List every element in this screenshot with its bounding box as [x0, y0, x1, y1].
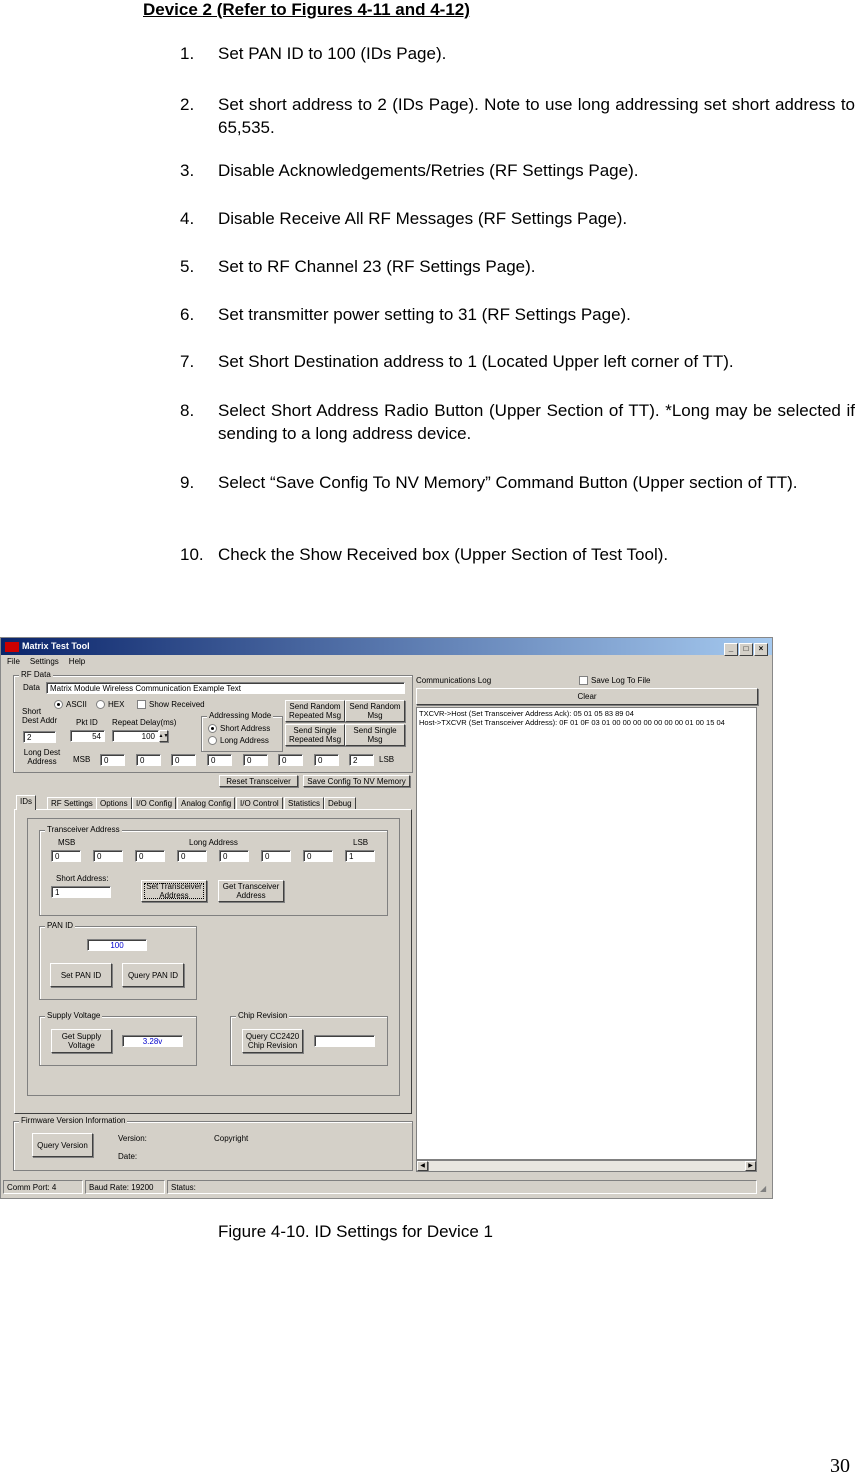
ascii-radio[interactable] [54, 700, 87, 709]
tab-analog-config[interactable]: Analog Config [177, 797, 235, 810]
step-text: Check the Show Received box (Upper Section of Test Tool). [218, 545, 669, 564]
log-line: Host->TXCVR (Set Transceiver Address): 0F 01 0F 03 01 00 00 00 00 00 00 00 01 00 15 04 [419, 718, 725, 727]
send-single-button[interactable]: Send Single Msg [345, 724, 405, 746]
scroll-left-icon[interactable]: ◀ [417, 1161, 428, 1171]
maximize-icon[interactable]: □ [739, 643, 753, 656]
step-number: 3. [180, 161, 195, 180]
long-dest-byte-input[interactable]: 0 [243, 754, 268, 766]
step-number: 2. [180, 95, 195, 114]
tab-debug[interactable]: Debug [324, 797, 356, 810]
menu-settings[interactable]: Settings [29, 657, 59, 666]
show-received-label: Show Received [149, 700, 205, 709]
group-label: Supply Voltage [47, 1011, 101, 1020]
status-baud-rate: Baud Rate: 19200 [85, 1180, 165, 1194]
set-pan-id-button[interactable]: Set PAN ID [50, 963, 112, 987]
step-text: Set PAN ID to 100 (IDs Page). [218, 44, 447, 63]
short-dest-label: Short Dest Addr [22, 707, 58, 725]
step-number: 4. [180, 209, 195, 228]
status-text: Status: [167, 1180, 757, 1194]
hex-label: HEX [108, 700, 125, 709]
step-text: Disable Receive All RF Messages (RF Settings Page). [218, 209, 628, 228]
communications-log-label: Communications Log [416, 676, 492, 685]
ascii-label: ASCII [66, 700, 87, 709]
save-config-button[interactable]: Save Config To NV Memory [303, 775, 410, 787]
repeat-delay-input[interactable]: 100 [112, 730, 159, 742]
send-single-repeated-button[interactable]: Send Single Repeated Msg [285, 724, 345, 746]
long-dest-byte-input[interactable]: 0 [207, 754, 232, 766]
get-transceiver-address-button[interactable]: Get Transceiver Address [218, 880, 284, 902]
log-horizontal-scrollbar[interactable] [416, 1160, 757, 1172]
page-number: 30 [830, 1455, 850, 1477]
tab-statistics[interactable]: Statistics [284, 797, 324, 810]
step-text: Set to RF Channel 23 (RF Settings Page). [218, 257, 536, 276]
group-label: RF Data [21, 670, 51, 679]
group-label: PAN ID [47, 921, 74, 930]
query-version-button[interactable]: Query Version [32, 1133, 93, 1157]
send-random-button[interactable]: Send Random Msg [345, 700, 405, 722]
tab-options[interactable]: Options [96, 797, 132, 810]
repeat-delay-label: Repeat Delay(ms) [112, 718, 177, 727]
save-log-label: Save Log To File [591, 676, 651, 685]
group-label: Addressing Mode [209, 711, 272, 720]
scroll-right-icon[interactable]: ▶ [745, 1161, 756, 1171]
msb-label: MSB [58, 838, 76, 847]
minimize-icon[interactable]: _ [724, 643, 738, 656]
step-number: 10. [180, 545, 204, 564]
long-dest-byte-input[interactable]: 0 [314, 754, 339, 766]
get-supply-voltage-button[interactable]: Get Supply Voltage [51, 1029, 112, 1053]
pan-id-input[interactable]: 100 [87, 939, 147, 951]
window-title: Matrix Test Tool [22, 641, 90, 651]
log-line: TXCVR->Host (Set Transceiver Address Ack): 05 01 05 83 89 04 [419, 709, 634, 718]
lsb-label: LSB [353, 838, 369, 847]
long-dest-byte-input[interactable]: 0 [278, 754, 303, 766]
checkbox-icon [579, 676, 588, 685]
short-address-label: Short Address [220, 724, 271, 733]
send-random-repeated-button[interactable]: Send Random Repeated Msg [285, 700, 345, 722]
chip-revision-value [314, 1035, 375, 1047]
long-address-label: Long Address [189, 838, 238, 847]
short-address-radio[interactable] [208, 724, 270, 733]
long-dest-label: Long Dest Address [23, 748, 61, 766]
copyright-label: Copyright [214, 1134, 249, 1143]
step-text: Set Short Destination address to 1 (Located Upper left corner of TT). [218, 352, 734, 371]
long-dest-byte-input[interactable]: 2 [349, 754, 374, 766]
hex-radio[interactable] [96, 700, 124, 709]
spinner-icon[interactable]: ▲▼ [159, 730, 168, 742]
step-text: Select Short Address Radio Button (Upper Section of TT). *Long may be selected if sending to a long address device. [218, 401, 855, 443]
section-heading: Device 2 (Refer to Figures 4-11 and 4-12) [143, 0, 470, 19]
long-dest-byte-input[interactable]: 0 [100, 754, 125, 766]
radio-icon [208, 736, 217, 745]
query-pan-id-button[interactable]: Query PAN ID [122, 963, 184, 987]
step-number: 5. [180, 257, 195, 276]
group-label: Transceiver Address [47, 825, 120, 834]
data-input[interactable]: Matrix Module Wireless Communication Example Text [46, 682, 405, 694]
msb-label: MSB [73, 755, 91, 764]
group-label: Chip Revision [238, 1011, 288, 1020]
pkt-id-input[interactable]: 54 [70, 730, 105, 742]
step-text: Select “Save Config To NV Memory” Command Button (Upper section of TT). [218, 473, 798, 492]
step-number: 9. [180, 473, 195, 492]
checkbox-icon [137, 700, 146, 709]
lsb-label: LSB [379, 755, 395, 764]
version-label: Version: [118, 1134, 147, 1143]
step-text: Disable Acknowledgements/Retries (RF Settings Page). [218, 161, 639, 180]
tab-io-control[interactable]: I/O Control [236, 797, 283, 810]
menu-file[interactable]: File [7, 657, 20, 666]
long-dest-byte-input[interactable]: 0 [136, 754, 161, 766]
addressing-mode-group [201, 711, 283, 752]
long-address-byte-input[interactable]: 0 [177, 850, 207, 862]
step-text: Set transmitter power setting to 31 (RF Settings Page). [218, 305, 631, 324]
step-number: 7. [180, 352, 195, 371]
app-logo-icon [5, 642, 19, 652]
long-address-byte-input[interactable]: 0 [261, 850, 291, 862]
show-received-checkbox[interactable] [137, 700, 205, 709]
data-label: Data [23, 683, 40, 692]
long-address-byte-input[interactable]: 0 [51, 850, 81, 862]
figure-caption: Figure 4-10. ID Settings for Device 1 [218, 1222, 493, 1241]
step-number: 6. [180, 305, 195, 324]
long-address-byte-input[interactable]: 0 [219, 850, 249, 862]
set-transceiver-address-button[interactable]: Set Transceiver Address [141, 880, 207, 902]
title-bar [1, 638, 772, 655]
step-text: Set short address to 2 (IDs Page). Note to use long addressing set short address to 65,535. [218, 95, 855, 137]
close-icon[interactable]: × [754, 643, 768, 656]
long-address-radio[interactable] [208, 736, 269, 745]
resize-grip-icon[interactable]: ◢ [760, 1184, 767, 1193]
radio-icon [96, 700, 105, 709]
long-address-byte-input[interactable]: 0 [303, 850, 333, 862]
short-address-input[interactable]: 1 [51, 886, 111, 898]
clear-log-button[interactable]: Clear [416, 688, 758, 705]
group-label: Firmware Version Information [21, 1116, 126, 1125]
tab-io-config[interactable]: I/O Config [132, 797, 176, 810]
long-address-byte-input[interactable]: 1 [345, 850, 375, 862]
date-label: Date: [118, 1152, 138, 1161]
status-comm-port: Comm Port: 4 [3, 1180, 83, 1194]
radio-selected-icon [208, 724, 217, 733]
query-chip-revision-button[interactable]: Query CC2420 Chip Revision [242, 1029, 303, 1053]
tab-rf-settings[interactable]: RF Settings [47, 797, 97, 810]
menu-help[interactable]: Help [68, 657, 86, 666]
long-address-byte-input[interactable]: 0 [135, 850, 165, 862]
long-address-label: Long Address [220, 736, 269, 745]
long-address-byte-input[interactable]: 0 [93, 850, 123, 862]
short-address-label: Short Address: [56, 874, 109, 883]
reset-transceiver-button[interactable]: Reset Transceiver [219, 775, 298, 787]
menu-bar [1, 655, 772, 668]
step-number: 1. [180, 44, 195, 63]
step-number: 8. [180, 401, 195, 420]
communications-log[interactable] [416, 707, 757, 1160]
long-dest-byte-input[interactable]: 0 [171, 754, 196, 766]
save-log-checkbox[interactable] [579, 676, 650, 685]
short-dest-input[interactable]: 2 [23, 731, 56, 743]
pkt-id-label: Pkt ID [76, 718, 98, 727]
tab-ids[interactable]: IDs [16, 795, 36, 810]
supply-voltage-value: 3.28v [122, 1035, 183, 1047]
